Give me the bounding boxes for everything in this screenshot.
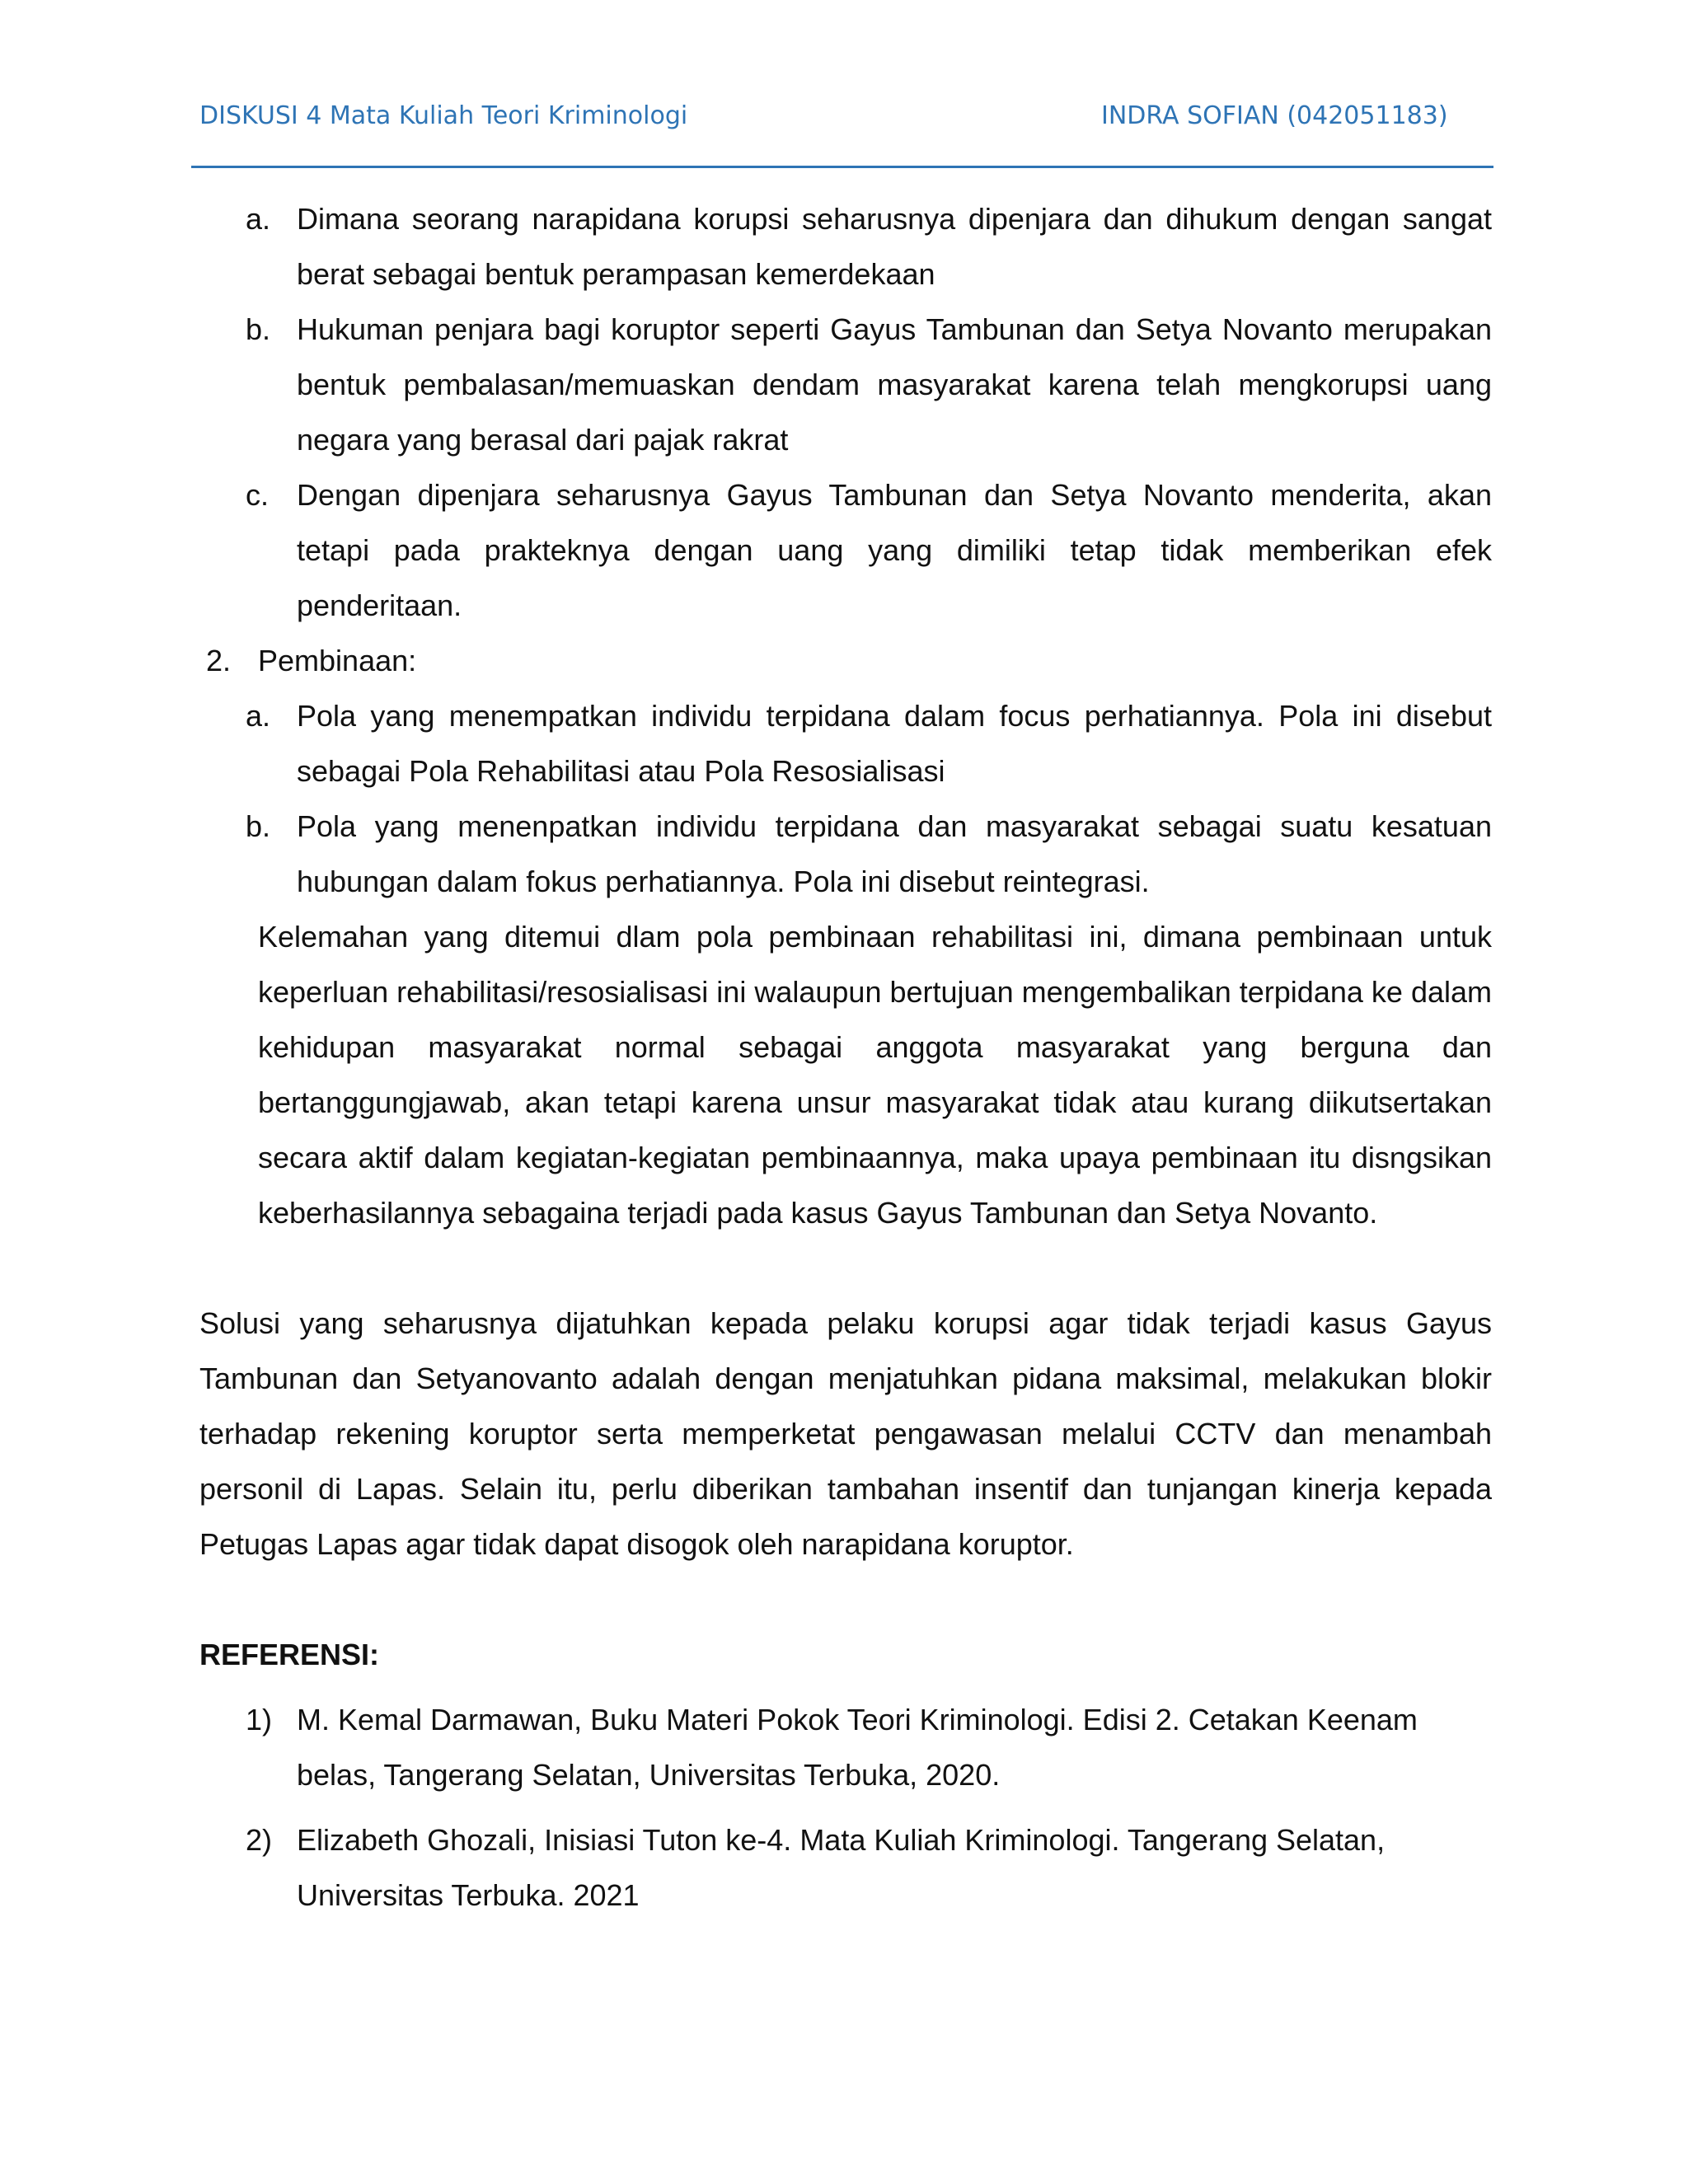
- list-item-text: Hukuman penjara bagi koruptor seperti Gayus Tambunan dan Setya Novanto merupakan bentuk pembalasan/memuaskan dendam masyarakat karena telah mengkorupsi uang negara yang berasal dari pajak rakrat: [297, 312, 1492, 457]
- reference-marker: 1): [246, 1703, 273, 1736]
- list-marker: b.: [246, 809, 271, 843]
- list-item-text: Pola yang menenpatkan individu terpidana dan masyarakat sebagai suatu kesatuan hubungan dalam fokus perhatiannya. Pola ini disebut reintegrasi.: [297, 809, 1492, 898]
- list-marker: c.: [246, 478, 270, 512]
- list-item: [199, 799, 1492, 909]
- list-item: [199, 688, 1492, 799]
- reference-text: Elizabeth Ghozali, Inisiasi Tuton ke-4. Mata Kuliah Kriminologi. Tangerang Selatan, Universitas Terbuka. 2021: [297, 1823, 1386, 1912]
- section-heading: [199, 633, 1492, 688]
- list-marker: a.: [246, 699, 271, 733]
- references-list: [199, 1692, 1492, 1923]
- section-title: Pembinaan:: [258, 644, 417, 677]
- document-body: [199, 191, 1492, 1933]
- solution-paragraph: Solusi yang seharusnya dijatuhkan kepada pelaku korupsi agar tidak terjadi kasus Gayus Tambunan dan Setyanovanto adalah dengan menjatuhkan pidana maksimal, melakukan blokir terhadap rekening koruptor serta memperketat pengawasan melalui CCTV dan menambah personil di Lapas. Selain itu, perlu diberikan tambahan insentif dan tunjangan kinerja kepada Petugas Lapas agar tidak dapat disogok oleh narapidana koruptor.: [199, 1306, 1492, 1561]
- references-heading: REFERENSI:: [199, 1638, 380, 1671]
- page-header: [199, 95, 1492, 136]
- section-number: 2.: [206, 644, 232, 677]
- list-item-text: Pola yang menempatkan individu terpidana dalam focus perhatiannya. Pola ini disebut sebagai Pola Rehabilitasi atau Pola Resosialisasi: [297, 699, 1492, 788]
- list-item-text: Dengan dipenjara seharusnya Gayus Tambunan dan Setya Novanto menderita, akan tetapi pada prakteknya dengan uang yang dimiliki tetap tidak memberikan efek penderitaan.: [297, 478, 1492, 622]
- header-divider: [191, 166, 1493, 168]
- list-item-text: Dimana seorang narapidana korupsi seharusnya dipenjara dan dihukum dengan sangat berat sebagai bentuk perampasan kemerdekaan: [297, 202, 1492, 291]
- header-student-name: INDRA SOFIAN (042051183): [1101, 101, 1448, 130]
- header-course-title: DISKUSI 4 Mata Kuliah Teori Kriminologi: [199, 101, 688, 130]
- reference-item: [199, 1812, 1492, 1923]
- list-marker: b.: [246, 312, 271, 346]
- weakness-paragraph: Kelemahan yang ditemui dlam pola pembinaan rehabilitasi ini, dimana pembinaan untuk keperluan rehabilitasi/resosialisasi ini walaupun bertujuan mengembalikan terpidana ke dalam kehidupan masyarakat normal sebagai anggota masyarakat yang berguna dan bertanggungjawab, akan tetapi karena unsur masyarakat tidak atau kurang diikutsertakan secara aktif dalam kegiatan-kegiatan pembinaannya, maka upaya pembinaan itu disngsikan keberhasilannya sebagaina terjadi pada kasus Gayus Tambunan dan Setya Novanto.: [258, 920, 1492, 1230]
- reference-text: M. Kemal Darmawan, Buku Materi Pokok Teori Kriminologi. Edisi 2. Cetakan Keenam belas, Tangerang Selatan, Universitas Terbuka, 2020.: [297, 1703, 1418, 1792]
- list-item: [199, 467, 1492, 633]
- list-item: [199, 191, 1492, 302]
- section-pembinaan: [199, 633, 1492, 1240]
- list-punishment-points: [199, 191, 1492, 633]
- list-item: [199, 302, 1492, 467]
- list-marker: a.: [246, 202, 271, 236]
- reference-item: [199, 1692, 1492, 1802]
- reference-marker: 2): [246, 1823, 273, 1857]
